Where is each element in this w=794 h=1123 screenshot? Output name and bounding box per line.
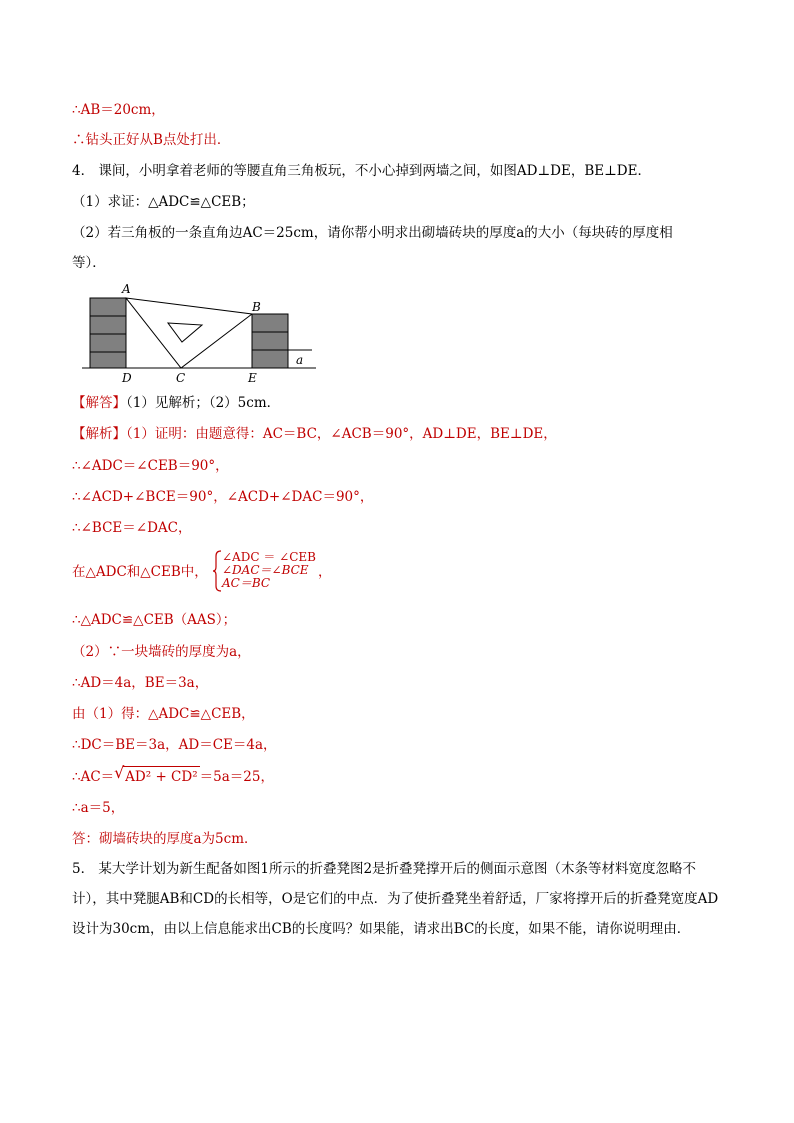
step-2: ∴∠ACD+∠BCE＝90°，∠ACD+∠DAC＝90°， <box>72 489 374 505</box>
label-d-point: D <box>122 371 132 385</box>
step-11: ∴a＝5， <box>72 800 125 816</box>
sqrt-expression <box>114 763 199 787</box>
question-5: 5． 某大学计划为新生配备如图1所示的折叠凳图2是折叠凳撑开后的侧面示意图（木条等材料宽度忽略不计），其中凳腿AB和CD的长相等，O是它们的中点．为了使折叠凳坐着舒适，厂家将撑开后的折叠凳宽度AD设计为30cm，由以上信息能求出CB的长度吗？如果能，请求出BC的长度，如果不能，请你说明理由． <box>72 861 719 937</box>
label-thickness-a: a <box>296 353 304 367</box>
step-4-suffix: ， <box>318 564 332 580</box>
step-1: ∴∠ADC＝∠CEB＝90°， <box>72 458 229 474</box>
step-12: 答：砌墙砖块的厚度a为5cm． <box>72 831 258 847</box>
sqrt-sign: √ <box>114 763 125 782</box>
step-5: ∴△ADC≌△CEB（AAS）； <box>72 612 237 628</box>
question-4: 4． 课间，小明拿着老师的等腰直角三角板玩，不小心掉到两墙之间，如图AD⊥DE，BE⊥DE． <box>72 163 651 179</box>
system-brace <box>212 550 222 592</box>
step-9: ∴DC＝BE＝3a，AD＝CE＝4a， <box>72 737 277 753</box>
analysis-line <box>72 424 557 444</box>
question-4-part-2a: （2）若三角板的一条直角边AC＝25cm，请你帮小明求出砌墙砖块的厚度a的大小（每块砖的厚度相 <box>72 225 673 241</box>
sqrt-radicand: AD² + CD² <box>123 766 199 787</box>
step-10 <box>72 763 274 787</box>
left-wall <box>90 298 126 368</box>
system-eq-2: ∠DAC＝∠BCE <box>222 563 309 577</box>
answer-tag: 【解答】 <box>72 395 126 411</box>
step-10-suffix: ＝5a＝25， <box>199 769 274 785</box>
answer-text: （1）见解析；（2）5cm． <box>126 395 281 411</box>
system-eq-3: AC＝BC <box>222 576 271 590</box>
wall-triangle-figure <box>82 278 322 386</box>
step-4-prefix: 在△ADC和△CEB中， <box>72 564 208 580</box>
answer-line <box>72 393 280 413</box>
step-8: 由（1）得：△ADC≌△CEB， <box>72 706 255 722</box>
step-3: ∴∠BCE＝∠DAC， <box>72 520 192 536</box>
label-c-point: C <box>176 371 186 385</box>
label-a-point: A <box>122 282 131 296</box>
right-wall <box>252 314 288 368</box>
analysis-tag: 【解析】 <box>72 426 126 442</box>
label-e-point: E <box>248 371 257 385</box>
line-ab-20: ∴AB＝20cm， <box>72 102 165 118</box>
analysis-text: （1）证明：由题意得：AC＝BC，∠ACB＝90°，AD⊥DE，BE⊥DE， <box>126 426 557 442</box>
question-4-part-2b: 等）． <box>72 255 106 271</box>
line-drill-b: ∴钻头正好从B点处打出． <box>72 132 231 148</box>
label-b-point: B <box>252 300 261 314</box>
step-10-prefix: ∴AC＝ <box>72 769 115 785</box>
question-4-part-1: （1）求证：△ADC≌△CEB； <box>72 194 255 210</box>
system-eq-1: ∠ADC ＝ ∠CEB <box>222 550 316 564</box>
step-6: （2）∵一块墙砖的厚度为a， <box>72 644 251 660</box>
step-7: ∴AD＝4a，BE＝3a， <box>72 675 209 691</box>
